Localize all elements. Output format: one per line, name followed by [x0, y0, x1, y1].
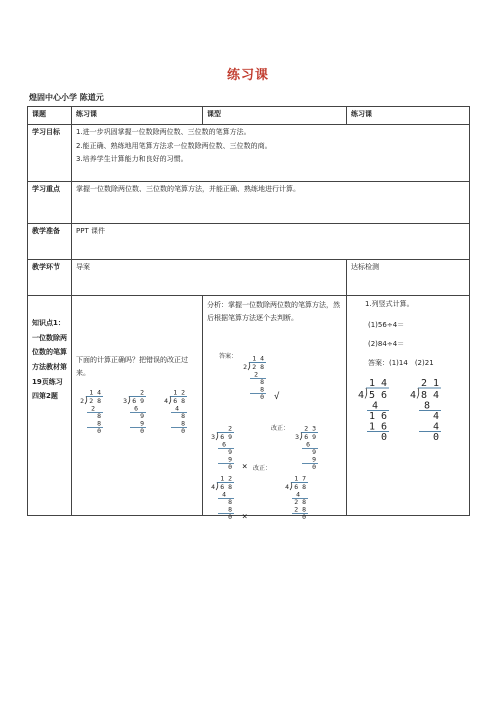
division-step: 2	[254, 370, 258, 379]
division-divisor: 2	[80, 397, 84, 405]
topic-value: 练习课	[72, 107, 203, 125]
division-dividend: 2 8	[252, 363, 264, 371]
division-step: 9	[228, 448, 232, 456]
division-step: 8	[260, 378, 264, 386]
long-division	[295, 425, 318, 472]
division-bracket	[128, 397, 130, 405]
division-divisor: 4	[211, 483, 215, 491]
division-bracket	[85, 397, 87, 405]
division-bracket	[365, 388, 367, 399]
division-step: 0	[260, 393, 264, 401]
division-step: 4	[432, 421, 439, 433]
type-label: 课型	[203, 107, 347, 125]
division-step: 8	[423, 400, 430, 412]
exercise-title: 1.列竖式计算。	[365, 300, 414, 308]
division-step: 8	[260, 385, 264, 394]
goals-label: 学习目标	[28, 125, 72, 182]
division-step: 0	[302, 513, 306, 521]
guide-header: 导案	[72, 260, 347, 296]
division-step: 8	[228, 498, 232, 506]
division-step: 9	[140, 412, 144, 420]
division-step: 4	[175, 404, 179, 413]
division-bracket	[417, 388, 419, 399]
long-division	[243, 355, 280, 403]
long-division	[285, 475, 308, 522]
page-title: 练习课	[226, 68, 269, 83]
division-step: 1 6	[368, 421, 387, 433]
answer-label: 答案：	[219, 353, 238, 360]
division-step: 9	[312, 448, 316, 456]
division-quotient: 1 2	[220, 474, 232, 483]
division-step: 2 8	[294, 505, 306, 514]
division-step: 9	[140, 419, 144, 428]
division-dividend: 2 8	[89, 397, 101, 405]
division-step: 2	[91, 404, 95, 413]
division-step: 0	[228, 463, 232, 471]
division-divisor: 3	[295, 433, 299, 441]
division-step: 6	[134, 404, 138, 413]
long-division	[211, 425, 247, 473]
division-bracket	[216, 483, 218, 491]
check-mark-icon: √	[274, 392, 280, 402]
prep-value: PPT 课件	[72, 224, 470, 260]
question-cell	[72, 296, 203, 516]
division-dividend: 6 8	[294, 483, 306, 491]
division-step: 8	[228, 505, 232, 514]
exercise-1: (1)56÷4＝	[368, 321, 405, 329]
division-divisor: 2	[243, 363, 247, 371]
division-dividend: 6 8	[220, 483, 232, 491]
division-quotient: 2	[228, 424, 232, 433]
goal-item: 1.进一步巩固掌握一位数除两位数、三位数的笔算方法。	[76, 128, 251, 136]
division-step: 8	[97, 412, 101, 420]
correction-label: 改正：	[253, 465, 272, 472]
long-division	[164, 389, 187, 436]
division-step: 6	[222, 440, 226, 449]
division-step: 8	[181, 412, 185, 420]
knowledge-point-label: 知识点1：一位数除两位数的笔算方法教材第19页练习四第2题	[28, 296, 72, 516]
division-dividend: 5 6	[368, 390, 387, 401]
school-teacher-line: 煌固中心小学 陈道元	[29, 93, 104, 102]
long-division	[80, 389, 103, 436]
prep-label: 教学准备	[28, 224, 72, 260]
long-division	[211, 475, 247, 523]
answer-divisions	[203, 296, 347, 522]
division-step: 0	[97, 427, 101, 435]
division-dividend: 6 9	[132, 397, 144, 405]
cross-mark-icon: ×	[242, 462, 248, 472]
division-bracket	[290, 483, 292, 491]
focus-label: 学习重点	[28, 182, 72, 224]
division-quotient: 1 4	[252, 354, 264, 363]
division-step: 0	[380, 432, 387, 443]
division-quotient: 2	[140, 388, 144, 397]
long-division	[123, 389, 146, 436]
division-divisor: 3	[123, 397, 127, 405]
division-bracket	[300, 433, 302, 441]
division-step: 8	[181, 419, 185, 428]
division-step: 9	[312, 455, 316, 464]
division-dividend: 6 8	[173, 397, 185, 405]
division-step: 0	[181, 427, 185, 435]
type-value: 练习课	[347, 107, 470, 125]
goal-item: 2.能正确、熟练地用笔算方法求一位数除两位数、三位数的商。	[76, 141, 272, 150]
division-bracket	[169, 397, 171, 405]
division-quotient: 2 1	[420, 378, 439, 389]
division-dividend: 6 9	[304, 433, 316, 441]
division-divisor: 4	[285, 483, 289, 491]
question-text: 下面的计算正确吗？把错误的改正过来。	[76, 356, 188, 377]
division-divisor: 4	[409, 390, 416, 401]
division-step: 1 6	[368, 411, 387, 422]
exercise-answer: 答案：(1)14 (2)21	[368, 359, 434, 367]
division-quotient: 1 4	[89, 388, 101, 397]
division-dividend: 8 4	[420, 390, 439, 401]
question-divisions	[72, 296, 203, 516]
goals-list	[72, 125, 470, 182]
division-step: 4	[222, 490, 226, 499]
division-quotient: 1 7	[294, 474, 306, 483]
division-step: 2 8	[294, 498, 306, 506]
analysis-text: 分析：掌握一位数除两位数的笔算方法，然后根据笔算方法逐个去判断。	[207, 301, 340, 323]
division-step: 8	[97, 419, 101, 428]
division-step: 0	[432, 432, 439, 443]
division-step: 0	[228, 513, 232, 521]
division-divisor: 4	[164, 397, 168, 405]
goal-item: 3.培养学生计算能力和良好的习惯。	[76, 155, 188, 163]
exercise-divisions	[347, 296, 470, 516]
division-quotient: 1 2	[173, 388, 185, 397]
topic-label: 课题	[28, 107, 72, 125]
division-dividend: 6 9	[220, 433, 232, 441]
division-step: 4	[296, 490, 300, 499]
cross-mark-icon: ×	[242, 512, 248, 522]
division-bracket	[248, 363, 250, 371]
division-quotient: 2 3	[304, 424, 316, 433]
exercise-cell	[347, 296, 470, 516]
analysis-cell	[203, 296, 347, 522]
lesson-plan-table	[27, 106, 470, 522]
division-divisor: 4	[357, 390, 364, 401]
division-step: 9	[228, 455, 232, 464]
division-step: 6	[306, 440, 310, 449]
correction-label: 改正：	[271, 425, 290, 432]
long-division	[358, 378, 389, 443]
division-step: 4	[432, 411, 439, 422]
division-divisor: 3	[211, 433, 215, 441]
stage-label: 教学环节	[28, 260, 72, 296]
check-header: 达标检测	[347, 260, 470, 296]
exercise-2: (2)84÷4＝	[368, 340, 405, 348]
division-bracket	[216, 433, 218, 441]
focus-value: 掌握一位数除两位数、三位数的笔算方法，并能正确、熟练地进行计算。	[72, 182, 470, 224]
division-quotient: 1 4	[368, 378, 387, 389]
long-division	[410, 378, 441, 443]
division-step: 4	[371, 400, 378, 412]
division-step: 0	[140, 427, 144, 435]
division-step: 0	[312, 463, 316, 471]
